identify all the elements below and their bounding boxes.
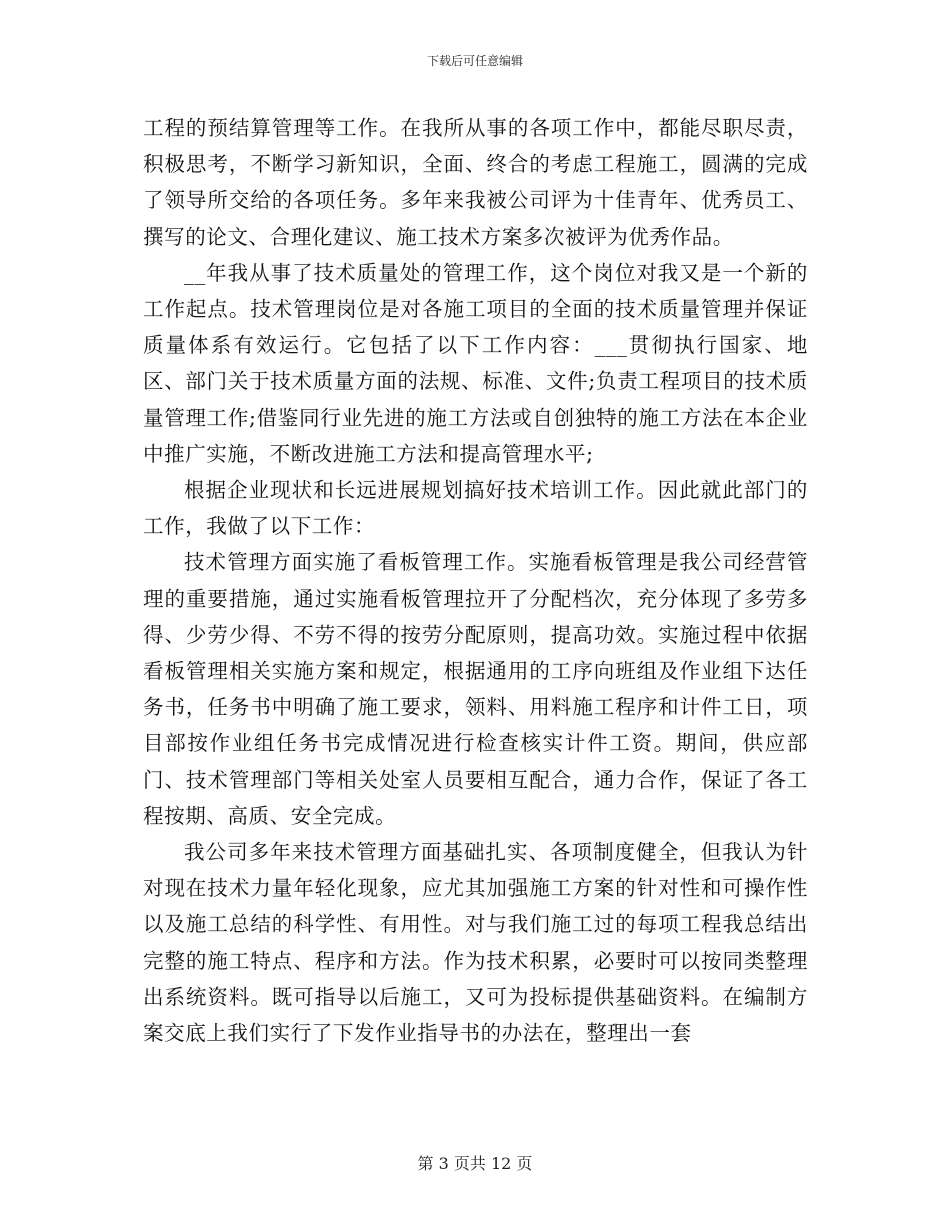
paragraph-5: 我公司多年来技术管理方面基础扎实、各项制度健全，但我认为针对现在技术力量年轻化现象，应尤其加强施工方案的针对性和可操作性以及施工总结的科学性、有用性。对与我们施工过的每项工程我总结出完整的施工特点、程序和方法。作为技术积累，必要时可以按同类整理出系统资料。既可指导以后施工，又可为投标提供基础资料。在编制方案交底上我们实行了下发作业指导书的办法在，整理出一套 xyxy=(143,840,808,1046)
paragraph-3: 根据企业现状和长远进展规划搞好技术培训工作。因此就此部门的工作，我做了以下工作： xyxy=(143,478,808,539)
paragraph-1: 工程的预结算管理等工作。在我所从事的各项工作中，都能尽职尽责，积极思考，不断学习新知识，全面、终合的考虑工程施工，圆满的完成了领导所交给的各项任务。多年来我被公司评为十佳青年、优秀员工、撰写的论文、合理化建议、施工技术方案多次被评为优秀作品。 xyxy=(143,116,808,249)
paragraph-2: __年我从事了技术质量处的管理工作，这个岗位对我又是一个新的工作起点。技术管理岗位是对各施工项目的全面的技术质量管理并保证质量体系有效运行。它包括了以下工作内容：___贯彻执行国家、地区、部门关于技术质量方面的法规、标准、文件;负责工程项目的技术质量管理工作;借鉴同行业先进的施工方法或自创独特的施工方法在本企业中推广实施，不断改进施工方法和提高管理水平; xyxy=(143,260,808,466)
page-number: 第 3 页共 12 页 xyxy=(417,1154,533,1173)
page-header: 下载后可任意编辑 xyxy=(426,54,523,68)
paragraph-4: 技术管理方面实施了看板管理工作。实施看板管理是我公司经营管理的重要措施，通过实施看板管理拉开了分配档次，充分体现了多劳多得、少劳少得、不劳不得的按劳分配原则，提高功效。实施过程中依据看板管理相关实施方案和规定，根据通用的工序向班组及作业组下达任务书，任务书中明确了施工要求，领料、用料施工程序和计件工日，项目部按作业组任务书完成情况进行检查核实计件工资。期间，供应部门、技术管理部门等相关处室人员要相互配合，通力合作，保证了各工程按期、高质、安全完成。 xyxy=(143,550,808,828)
document-body xyxy=(143,110,808,1051)
